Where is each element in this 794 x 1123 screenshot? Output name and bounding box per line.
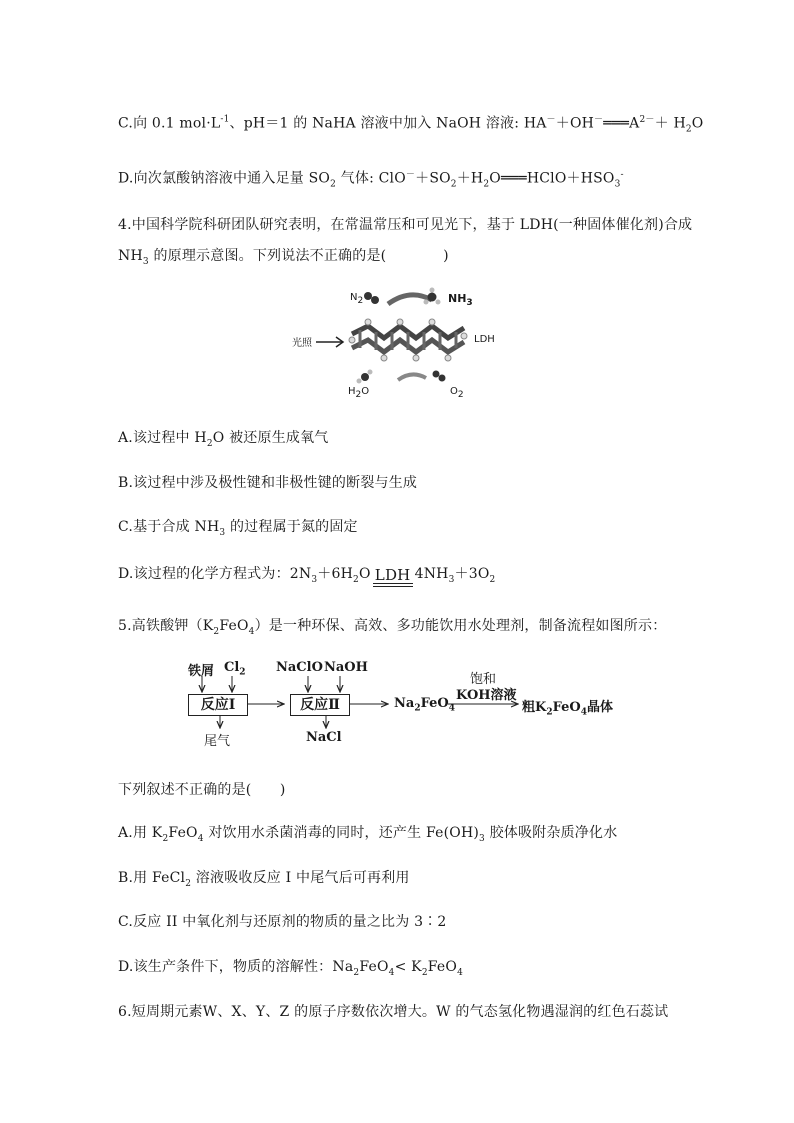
q4-option-d: D.该过程的化学方程式为：$2N_3+6H_2O$ LDH $4NH_3+3O_2$ <box>118 563 495 587</box>
ldh-lattice <box>349 319 467 361</box>
q5-option-d: D.该生产条件下，物质的溶解性：$Na_2FeO_4< K_2FeO_4$ <box>118 959 463 978</box>
label-o2: $O_2$ <box>450 386 464 400</box>
input-naclo: NaClO <box>276 660 323 675</box>
input-cl2: $Cl_2$ <box>224 660 246 678</box>
h2o-molecule-o <box>361 373 369 381</box>
ldh-condition: LDH <box>373 568 413 587</box>
q5-ask: 下列叙述不正确的是( ) <box>118 782 286 798</box>
label-light: 光照 <box>292 338 312 349</box>
product-crude-k2feo4: 粗$K_2FeO_4$晶体 <box>522 700 613 718</box>
label-ldh: LDH <box>474 334 495 345</box>
condition-koh: KOH溶液 <box>456 688 517 703</box>
o2-molecule-atom-2 <box>439 375 446 382</box>
ldh-diagram <box>290 282 510 402</box>
condition-saturated: 饱和 <box>470 672 497 687</box>
q5-option-b: B.用 FeCl$_2$ 溶液吸收反应 I 中尾气后可再利用 <box>118 870 410 889</box>
q4-stem-line2: $NH_3$ 的原理示意图。下列说法不正确的是( ) <box>118 248 449 267</box>
nh3-molecule-h2 <box>436 300 441 305</box>
output-nacl: NaCl <box>306 730 342 745</box>
nh3-molecule-n <box>428 293 437 302</box>
input-naoh: NaOH <box>324 660 368 675</box>
product-na2feo4: $Na_2FeO_4$ <box>394 696 455 714</box>
reaction-2-box: 反应Ⅱ <box>290 694 350 716</box>
o2-molecule-atom-1 <box>433 371 440 378</box>
flow-diagram <box>180 652 620 752</box>
q3-option-c: C.向 0.1 $mol\cdot L^{-1}$、pH＝1 的 NaHA 溶液中加入 NaOH 溶液: $HA^-+OH^-═══A^{2-}+ H_2O$ <box>118 114 704 135</box>
q3-option-d: D.向次氯酸钠溶液中通入足量 $SO_2$ 气体: $ClO^-+SO_2+H_2O═══HClO+HSO_3^-$ <box>118 170 624 190</box>
label-n2: $N_2$ <box>350 292 364 306</box>
nh3-molecule-h1 <box>424 300 429 305</box>
output-tail-gas: 尾气 <box>204 734 231 749</box>
q6-stem: 6.短周期元素W、X、Y、Z 的原子序数依次增大。W 的气态氢化物遇湿润的红色石蕊试 <box>118 1004 669 1020</box>
input-iron-scraps: 铁屑 <box>188 664 215 679</box>
label-nh3: $NH_3$ <box>448 292 473 309</box>
q5-stem: 5.高铁酸钾$(K_2FeO_4)$是一种环保、高效、多功能饮用水处理剂，制备流程如图所示： <box>118 618 667 637</box>
q4-option-b: B.该过程中涉及极性键和非极性键的断裂与生成 <box>118 475 418 491</box>
reaction-1-box: 反应Ⅰ <box>188 694 248 716</box>
bottom-curved-arrow <box>398 374 426 380</box>
q4-stem-line1: 4.中国科学院科研团队研究表明，在常温常压和可见光下，基于 LDH(一种固体催化剂)合成 <box>118 217 693 233</box>
q4-option-c: C.基于合成 $NH_3$ 的过程属于氮的固定 <box>118 519 358 538</box>
h2o-molecule-h2 <box>368 370 373 375</box>
q5-option-a: A.用 $K_2FeO_4$ 对饮用水杀菌消毒的同时，还产生 $Fe(OH)_3$ 胶体吸附杂质净化水 <box>118 825 618 844</box>
q4-option-a: A.该过程中 $H_2O$ 被还原生成氧气 <box>118 430 329 449</box>
h2o-molecule-h1 <box>357 379 362 384</box>
nh3-molecule-h3 <box>430 288 435 293</box>
q5-option-c: C.反应 II 中氧化剂与还原剂的物质的量之比为 3∶2 <box>118 914 447 930</box>
n2-molecule-atom-2 <box>371 296 379 304</box>
label-h2o: $H_2O$ <box>348 386 370 400</box>
n2-molecule-atom-1 <box>364 292 372 300</box>
